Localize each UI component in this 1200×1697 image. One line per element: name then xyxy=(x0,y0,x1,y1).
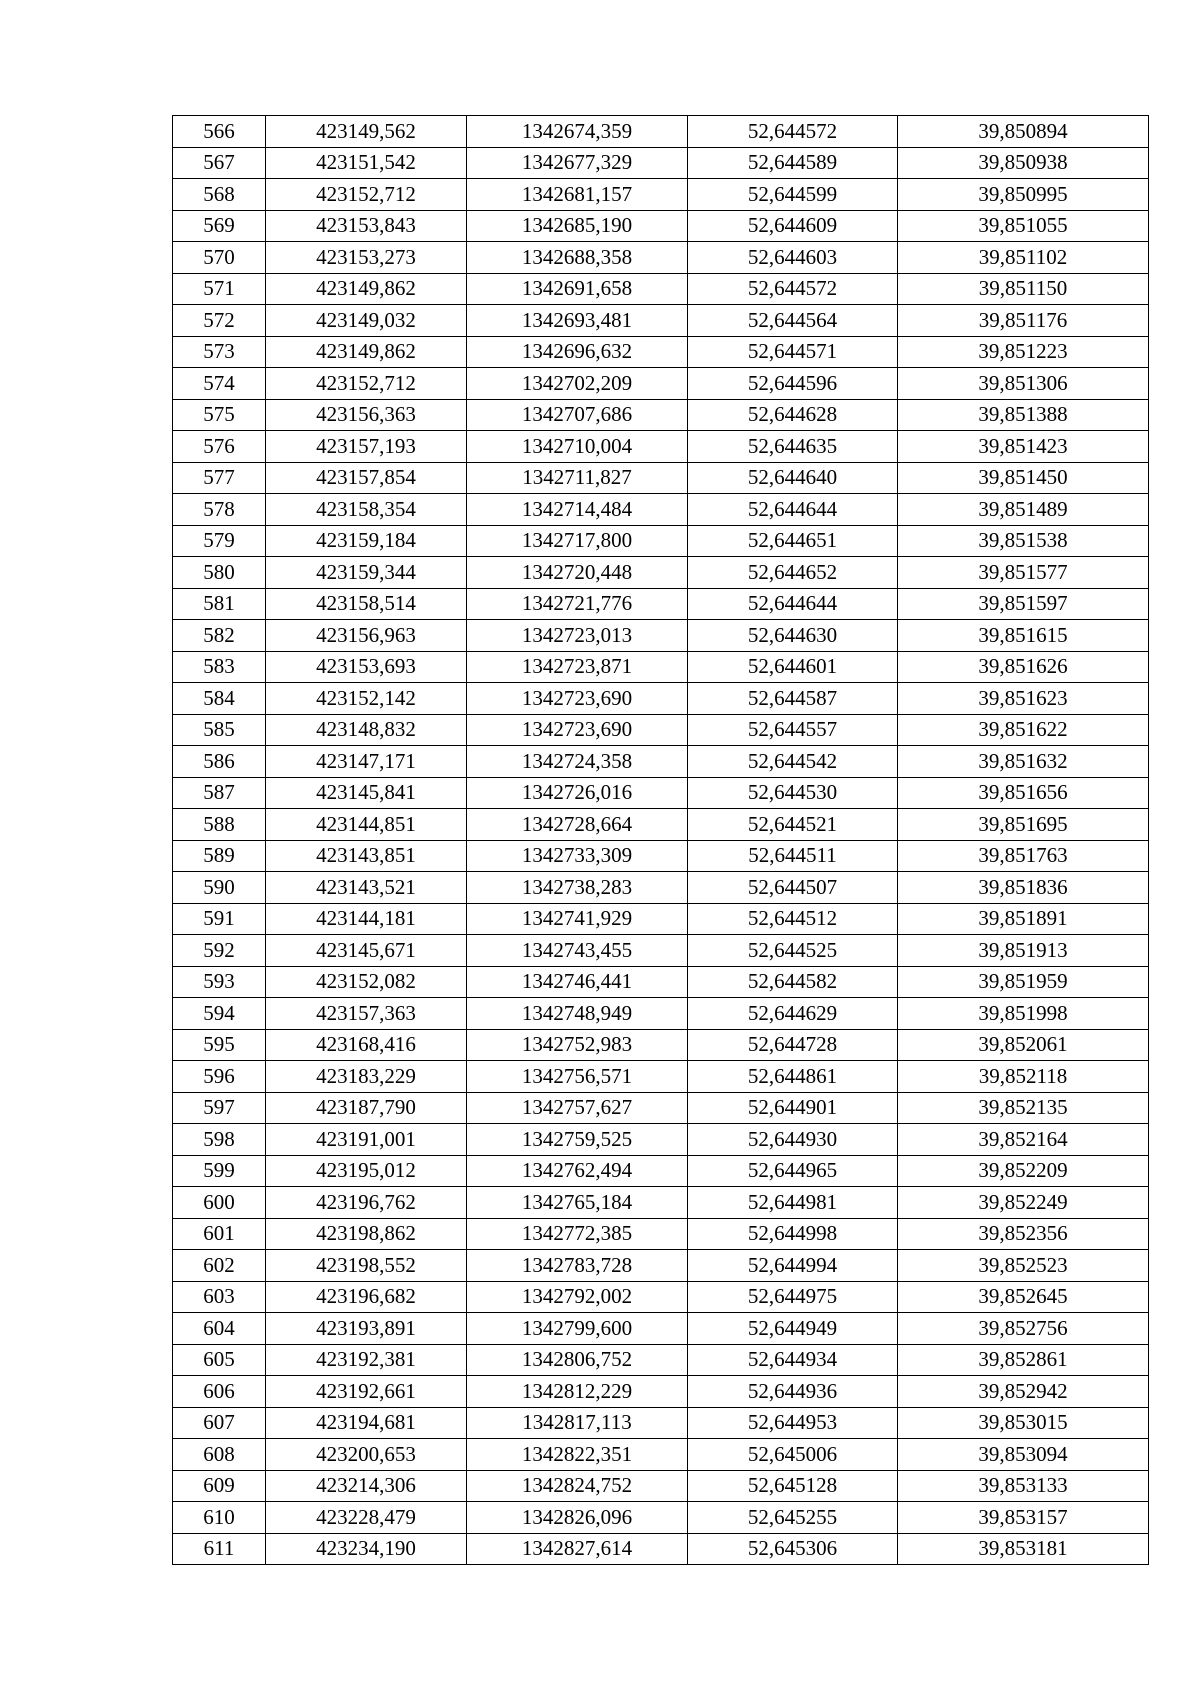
point-number-cell: 607 xyxy=(173,1407,266,1439)
y-coordinate-cell: 1342693,481 xyxy=(467,305,688,337)
latitude-cell: 52,644511 xyxy=(688,840,898,872)
y-coordinate-cell: 1342721,776 xyxy=(467,588,688,620)
y-coordinate-cell: 1342702,209 xyxy=(467,368,688,400)
point-number-cell: 594 xyxy=(173,998,266,1030)
y-coordinate-cell: 1342741,929 xyxy=(467,903,688,935)
point-number-cell: 573 xyxy=(173,336,266,368)
x-coordinate-cell: 423234,190 xyxy=(266,1533,467,1565)
point-number-cell: 568 xyxy=(173,179,266,211)
y-coordinate-cell: 1342783,728 xyxy=(467,1250,688,1282)
point-number-cell: 588 xyxy=(173,809,266,841)
y-coordinate-cell: 1342723,871 xyxy=(467,651,688,683)
y-coordinate-cell: 1342817,113 xyxy=(467,1407,688,1439)
longitude-cell: 39,850894 xyxy=(898,116,1149,148)
latitude-cell: 52,644640 xyxy=(688,462,898,494)
latitude-cell: 52,644728 xyxy=(688,1029,898,1061)
table-row xyxy=(173,305,1149,337)
y-coordinate-cell: 1342710,004 xyxy=(467,431,688,463)
point-number-cell: 593 xyxy=(173,966,266,998)
table-row xyxy=(173,147,1149,179)
x-coordinate-cell: 423149,862 xyxy=(266,336,467,368)
longitude-cell: 39,851836 xyxy=(898,872,1149,904)
longitude-cell: 39,851615 xyxy=(898,620,1149,652)
table-row xyxy=(173,242,1149,274)
point-number-cell: 569 xyxy=(173,210,266,242)
x-coordinate-cell: 423200,653 xyxy=(266,1439,467,1471)
table-row xyxy=(173,1313,1149,1345)
y-coordinate-cell: 1342674,359 xyxy=(467,116,688,148)
table-row xyxy=(173,683,1149,715)
latitude-cell: 52,644975 xyxy=(688,1281,898,1313)
point-number-cell: 591 xyxy=(173,903,266,935)
longitude-cell: 39,853015 xyxy=(898,1407,1149,1439)
x-coordinate-cell: 423152,712 xyxy=(266,179,467,211)
longitude-cell: 39,851626 xyxy=(898,651,1149,683)
table-row xyxy=(173,1533,1149,1565)
table-row xyxy=(173,1439,1149,1471)
latitude-cell: 52,644644 xyxy=(688,494,898,526)
latitude-cell: 52,645128 xyxy=(688,1470,898,1502)
table-row xyxy=(173,1281,1149,1313)
latitude-cell: 52,644599 xyxy=(688,179,898,211)
longitude-cell: 39,851623 xyxy=(898,683,1149,715)
latitude-cell: 52,644564 xyxy=(688,305,898,337)
y-coordinate-cell: 1342723,013 xyxy=(467,620,688,652)
x-coordinate-cell: 423156,363 xyxy=(266,399,467,431)
longitude-cell: 39,851632 xyxy=(898,746,1149,778)
longitude-cell: 39,853094 xyxy=(898,1439,1149,1471)
latitude-cell: 52,644596 xyxy=(688,368,898,400)
longitude-cell: 39,852118 xyxy=(898,1061,1149,1093)
y-coordinate-cell: 1342765,184 xyxy=(467,1187,688,1219)
x-coordinate-cell: 423143,851 xyxy=(266,840,467,872)
latitude-cell: 52,644587 xyxy=(688,683,898,715)
point-number-cell: 571 xyxy=(173,273,266,305)
y-coordinate-cell: 1342806,752 xyxy=(467,1344,688,1376)
x-coordinate-cell: 423192,381 xyxy=(266,1344,467,1376)
table-row xyxy=(173,336,1149,368)
longitude-cell: 39,852356 xyxy=(898,1218,1149,1250)
longitude-cell: 39,852861 xyxy=(898,1344,1149,1376)
point-number-cell: 567 xyxy=(173,147,266,179)
x-coordinate-cell: 423214,306 xyxy=(266,1470,467,1502)
latitude-cell: 52,644981 xyxy=(688,1187,898,1219)
x-coordinate-cell: 423144,181 xyxy=(266,903,467,935)
x-coordinate-cell: 423194,681 xyxy=(266,1407,467,1439)
longitude-cell: 39,851891 xyxy=(898,903,1149,935)
table-row xyxy=(173,809,1149,841)
point-number-cell: 582 xyxy=(173,620,266,652)
latitude-cell: 52,644572 xyxy=(688,116,898,148)
y-coordinate-cell: 1342756,571 xyxy=(467,1061,688,1093)
table-row xyxy=(173,998,1149,1030)
latitude-cell: 52,644628 xyxy=(688,399,898,431)
table-row xyxy=(173,557,1149,589)
x-coordinate-cell: 423192,661 xyxy=(266,1376,467,1408)
longitude-cell: 39,853133 xyxy=(898,1470,1149,1502)
point-number-cell: 584 xyxy=(173,683,266,715)
table-row xyxy=(173,651,1149,683)
longitude-cell: 39,851423 xyxy=(898,431,1149,463)
x-coordinate-cell: 423157,854 xyxy=(266,462,467,494)
y-coordinate-cell: 1342812,229 xyxy=(467,1376,688,1408)
point-number-cell: 598 xyxy=(173,1124,266,1156)
point-number-cell: 585 xyxy=(173,714,266,746)
y-coordinate-cell: 1342743,455 xyxy=(467,935,688,967)
latitude-cell: 52,644521 xyxy=(688,809,898,841)
latitude-cell: 52,645306 xyxy=(688,1533,898,1565)
longitude-cell: 39,852756 xyxy=(898,1313,1149,1345)
table-row xyxy=(173,1155,1149,1187)
table-row xyxy=(173,1407,1149,1439)
y-coordinate-cell: 1342688,358 xyxy=(467,242,688,274)
longitude-cell: 39,851102 xyxy=(898,242,1149,274)
x-coordinate-cell: 423143,521 xyxy=(266,872,467,904)
x-coordinate-cell: 423156,963 xyxy=(266,620,467,652)
y-coordinate-cell: 1342726,016 xyxy=(467,777,688,809)
y-coordinate-cell: 1342707,686 xyxy=(467,399,688,431)
y-coordinate-cell: 1342792,002 xyxy=(467,1281,688,1313)
y-coordinate-cell: 1342685,190 xyxy=(467,210,688,242)
table-row xyxy=(173,1187,1149,1219)
longitude-cell: 39,851176 xyxy=(898,305,1149,337)
x-coordinate-cell: 423159,344 xyxy=(266,557,467,589)
y-coordinate-cell: 1342822,351 xyxy=(467,1439,688,1471)
longitude-cell: 39,853157 xyxy=(898,1502,1149,1534)
coordinates-table xyxy=(172,115,1149,1565)
x-coordinate-cell: 423196,682 xyxy=(266,1281,467,1313)
longitude-cell: 39,851489 xyxy=(898,494,1149,526)
latitude-cell: 52,644994 xyxy=(688,1250,898,1282)
point-number-cell: 604 xyxy=(173,1313,266,1345)
x-coordinate-cell: 423157,193 xyxy=(266,431,467,463)
longitude-cell: 39,853181 xyxy=(898,1533,1149,1565)
x-coordinate-cell: 423152,082 xyxy=(266,966,467,998)
point-number-cell: 611 xyxy=(173,1533,266,1565)
x-coordinate-cell: 423158,514 xyxy=(266,588,467,620)
x-coordinate-cell: 423153,843 xyxy=(266,210,467,242)
point-number-cell: 601 xyxy=(173,1218,266,1250)
longitude-cell: 39,852645 xyxy=(898,1281,1149,1313)
x-coordinate-cell: 423149,562 xyxy=(266,116,467,148)
table-row xyxy=(173,210,1149,242)
point-number-cell: 566 xyxy=(173,116,266,148)
table-row xyxy=(173,588,1149,620)
table-row xyxy=(173,179,1149,211)
latitude-cell: 52,644635 xyxy=(688,431,898,463)
latitude-cell: 52,644901 xyxy=(688,1092,898,1124)
longitude-cell: 39,851656 xyxy=(898,777,1149,809)
point-number-cell: 599 xyxy=(173,1155,266,1187)
longitude-cell: 39,851597 xyxy=(898,588,1149,620)
latitude-cell: 52,644525 xyxy=(688,935,898,967)
x-coordinate-cell: 423152,142 xyxy=(266,683,467,715)
x-coordinate-cell: 423168,416 xyxy=(266,1029,467,1061)
latitude-cell: 52,644644 xyxy=(688,588,898,620)
x-coordinate-cell: 423153,693 xyxy=(266,651,467,683)
table-row xyxy=(173,777,1149,809)
y-coordinate-cell: 1342714,484 xyxy=(467,494,688,526)
table-row xyxy=(173,903,1149,935)
longitude-cell: 39,852942 xyxy=(898,1376,1149,1408)
table-row xyxy=(173,525,1149,557)
table-row xyxy=(173,368,1149,400)
point-number-cell: 581 xyxy=(173,588,266,620)
y-coordinate-cell: 1342711,827 xyxy=(467,462,688,494)
point-number-cell: 609 xyxy=(173,1470,266,1502)
x-coordinate-cell: 423149,862 xyxy=(266,273,467,305)
table-row xyxy=(173,1124,1149,1156)
longitude-cell: 39,852135 xyxy=(898,1092,1149,1124)
latitude-cell: 52,644949 xyxy=(688,1313,898,1345)
table-row xyxy=(173,1092,1149,1124)
point-number-cell: 575 xyxy=(173,399,266,431)
y-coordinate-cell: 1342826,096 xyxy=(467,1502,688,1534)
latitude-cell: 52,644953 xyxy=(688,1407,898,1439)
latitude-cell: 52,644571 xyxy=(688,336,898,368)
point-number-cell: 596 xyxy=(173,1061,266,1093)
table-row xyxy=(173,399,1149,431)
table-row xyxy=(173,1470,1149,1502)
x-coordinate-cell: 423158,354 xyxy=(266,494,467,526)
point-number-cell: 583 xyxy=(173,651,266,683)
x-coordinate-cell: 423159,184 xyxy=(266,525,467,557)
table-row xyxy=(173,620,1149,652)
point-number-cell: 592 xyxy=(173,935,266,967)
latitude-cell: 52,644507 xyxy=(688,872,898,904)
longitude-cell: 39,851622 xyxy=(898,714,1149,746)
latitude-cell: 52,644542 xyxy=(688,746,898,778)
point-number-cell: 597 xyxy=(173,1092,266,1124)
table-row xyxy=(173,116,1149,148)
latitude-cell: 52,644609 xyxy=(688,210,898,242)
point-number-cell: 595 xyxy=(173,1029,266,1061)
longitude-cell: 39,851055 xyxy=(898,210,1149,242)
y-coordinate-cell: 1342757,627 xyxy=(467,1092,688,1124)
table-row xyxy=(173,1061,1149,1093)
x-coordinate-cell: 423228,479 xyxy=(266,1502,467,1534)
longitude-cell: 39,851577 xyxy=(898,557,1149,589)
longitude-cell: 39,851223 xyxy=(898,336,1149,368)
x-coordinate-cell: 423198,552 xyxy=(266,1250,467,1282)
y-coordinate-cell: 1342723,690 xyxy=(467,714,688,746)
x-coordinate-cell: 423153,273 xyxy=(266,242,467,274)
longitude-cell: 39,851913 xyxy=(898,935,1149,967)
point-number-cell: 577 xyxy=(173,462,266,494)
table-row xyxy=(173,935,1149,967)
latitude-cell: 52,645255 xyxy=(688,1502,898,1534)
x-coordinate-cell: 423195,012 xyxy=(266,1155,467,1187)
y-coordinate-cell: 1342728,664 xyxy=(467,809,688,841)
x-coordinate-cell: 423183,229 xyxy=(266,1061,467,1093)
latitude-cell: 52,644861 xyxy=(688,1061,898,1093)
table-row xyxy=(173,1376,1149,1408)
point-number-cell: 600 xyxy=(173,1187,266,1219)
latitude-cell: 52,644572 xyxy=(688,273,898,305)
latitude-cell: 52,644629 xyxy=(688,998,898,1030)
x-coordinate-cell: 423196,762 xyxy=(266,1187,467,1219)
longitude-cell: 39,850995 xyxy=(898,179,1149,211)
longitude-cell: 39,852061 xyxy=(898,1029,1149,1061)
longitude-cell: 39,852523 xyxy=(898,1250,1149,1282)
point-number-cell: 602 xyxy=(173,1250,266,1282)
longitude-cell: 39,851959 xyxy=(898,966,1149,998)
x-coordinate-cell: 423152,712 xyxy=(266,368,467,400)
y-coordinate-cell: 1342772,385 xyxy=(467,1218,688,1250)
table-row xyxy=(173,872,1149,904)
table-row xyxy=(173,966,1149,998)
latitude-cell: 52,644512 xyxy=(688,903,898,935)
y-coordinate-cell: 1342724,358 xyxy=(467,746,688,778)
longitude-cell: 39,851538 xyxy=(898,525,1149,557)
table-row xyxy=(173,746,1149,778)
table-row xyxy=(173,1218,1149,1250)
x-coordinate-cell: 423198,862 xyxy=(266,1218,467,1250)
latitude-cell: 52,644557 xyxy=(688,714,898,746)
y-coordinate-cell: 1342696,632 xyxy=(467,336,688,368)
y-coordinate-cell: 1342827,614 xyxy=(467,1533,688,1565)
table-row xyxy=(173,273,1149,305)
latitude-cell: 52,645006 xyxy=(688,1439,898,1471)
y-coordinate-cell: 1342717,800 xyxy=(467,525,688,557)
y-coordinate-cell: 1342677,329 xyxy=(467,147,688,179)
x-coordinate-cell: 423151,542 xyxy=(266,147,467,179)
y-coordinate-cell: 1342762,494 xyxy=(467,1155,688,1187)
longitude-cell: 39,852209 xyxy=(898,1155,1149,1187)
y-coordinate-cell: 1342720,448 xyxy=(467,557,688,589)
y-coordinate-cell: 1342681,157 xyxy=(467,179,688,211)
y-coordinate-cell: 1342733,309 xyxy=(467,840,688,872)
point-number-cell: 579 xyxy=(173,525,266,557)
y-coordinate-cell: 1342746,441 xyxy=(467,966,688,998)
latitude-cell: 52,644651 xyxy=(688,525,898,557)
y-coordinate-cell: 1342691,658 xyxy=(467,273,688,305)
y-coordinate-cell: 1342748,949 xyxy=(467,998,688,1030)
x-coordinate-cell: 423187,790 xyxy=(266,1092,467,1124)
latitude-cell: 52,644652 xyxy=(688,557,898,589)
point-number-cell: 574 xyxy=(173,368,266,400)
y-coordinate-cell: 1342759,525 xyxy=(467,1124,688,1156)
point-number-cell: 605 xyxy=(173,1344,266,1376)
y-coordinate-cell: 1342752,983 xyxy=(467,1029,688,1061)
longitude-cell: 39,851695 xyxy=(898,809,1149,841)
point-number-cell: 608 xyxy=(173,1439,266,1471)
longitude-cell: 39,851450 xyxy=(898,462,1149,494)
point-number-cell: 576 xyxy=(173,431,266,463)
latitude-cell: 52,644965 xyxy=(688,1155,898,1187)
x-coordinate-cell: 423149,032 xyxy=(266,305,467,337)
x-coordinate-cell: 423144,851 xyxy=(266,809,467,841)
x-coordinate-cell: 423193,891 xyxy=(266,1313,467,1345)
y-coordinate-cell: 1342824,752 xyxy=(467,1470,688,1502)
latitude-cell: 52,644589 xyxy=(688,147,898,179)
table-row xyxy=(173,494,1149,526)
point-number-cell: 603 xyxy=(173,1281,266,1313)
longitude-cell: 39,851763 xyxy=(898,840,1149,872)
latitude-cell: 52,644998 xyxy=(688,1218,898,1250)
table-row xyxy=(173,1250,1149,1282)
table-row xyxy=(173,431,1149,463)
latitude-cell: 52,644934 xyxy=(688,1344,898,1376)
x-coordinate-cell: 423157,363 xyxy=(266,998,467,1030)
point-number-cell: 580 xyxy=(173,557,266,589)
latitude-cell: 52,644601 xyxy=(688,651,898,683)
longitude-cell: 39,850938 xyxy=(898,147,1149,179)
latitude-cell: 52,644603 xyxy=(688,242,898,274)
point-number-cell: 590 xyxy=(173,872,266,904)
y-coordinate-cell: 1342799,600 xyxy=(467,1313,688,1345)
point-number-cell: 610 xyxy=(173,1502,266,1534)
table-row xyxy=(173,1029,1149,1061)
y-coordinate-cell: 1342738,283 xyxy=(467,872,688,904)
table-row xyxy=(173,1344,1149,1376)
x-coordinate-cell: 423148,832 xyxy=(266,714,467,746)
point-number-cell: 572 xyxy=(173,305,266,337)
point-number-cell: 578 xyxy=(173,494,266,526)
point-number-cell: 570 xyxy=(173,242,266,274)
point-number-cell: 589 xyxy=(173,840,266,872)
latitude-cell: 52,644936 xyxy=(688,1376,898,1408)
x-coordinate-cell: 423145,671 xyxy=(266,935,467,967)
x-coordinate-cell: 423147,171 xyxy=(266,746,467,778)
table-row xyxy=(173,840,1149,872)
longitude-cell: 39,851998 xyxy=(898,998,1149,1030)
point-number-cell: 586 xyxy=(173,746,266,778)
table-row xyxy=(173,1502,1149,1534)
longitude-cell: 39,851388 xyxy=(898,399,1149,431)
y-coordinate-cell: 1342723,690 xyxy=(467,683,688,715)
latitude-cell: 52,644582 xyxy=(688,966,898,998)
x-coordinate-cell: 423145,841 xyxy=(266,777,467,809)
point-number-cell: 606 xyxy=(173,1376,266,1408)
longitude-cell: 39,852249 xyxy=(898,1187,1149,1219)
latitude-cell: 52,644630 xyxy=(688,620,898,652)
point-number-cell: 587 xyxy=(173,777,266,809)
longitude-cell: 39,851306 xyxy=(898,368,1149,400)
table-row xyxy=(173,714,1149,746)
coordinates-table-body xyxy=(173,116,1149,1565)
x-coordinate-cell: 423191,001 xyxy=(266,1124,467,1156)
latitude-cell: 52,644930 xyxy=(688,1124,898,1156)
longitude-cell: 39,851150 xyxy=(898,273,1149,305)
table-row xyxy=(173,462,1149,494)
longitude-cell: 39,852164 xyxy=(898,1124,1149,1156)
latitude-cell: 52,644530 xyxy=(688,777,898,809)
